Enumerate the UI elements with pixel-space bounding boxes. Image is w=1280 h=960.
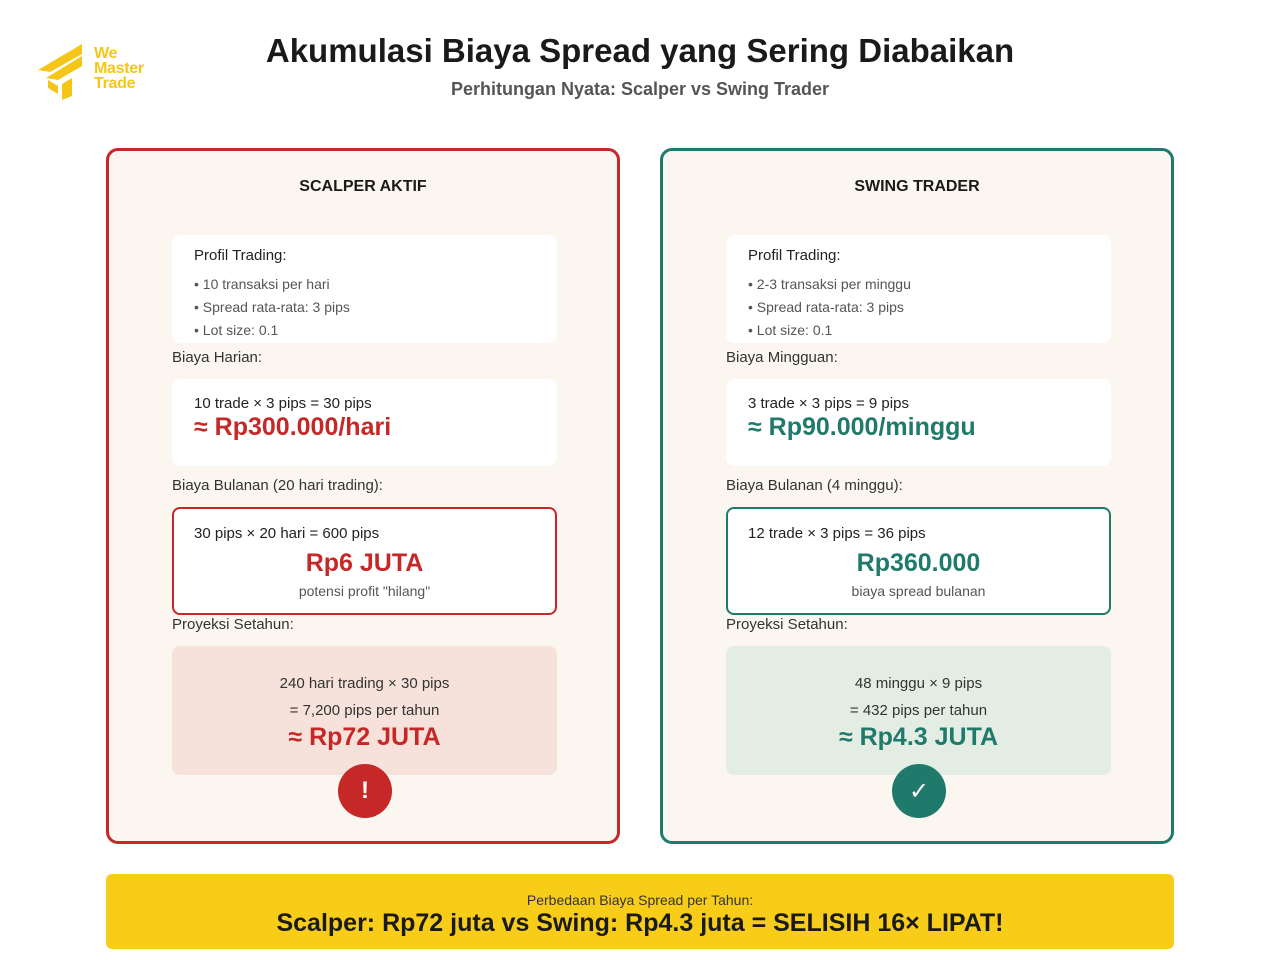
scalper-yearly-label: Proyeksi Setahun: — [172, 616, 294, 633]
scalper-daily-label: Biaya Harian: — [172, 349, 263, 366]
swing-weekly-card — [726, 379, 1111, 466]
checkmark-icon: ✓ — [892, 764, 946, 818]
page-title: Akumulasi Biaya Spread yang Sering Diabaikan — [265, 32, 1015, 69]
swing-yearly-card — [726, 646, 1111, 775]
swing-title: SWING TRADER — [854, 178, 980, 195]
swing-yearly-cost: ≈ Rp4.3 JUTA — [838, 723, 999, 751]
swing-monthly-note: biaya spread bulanan — [851, 583, 986, 599]
swing-yearly-total-pips: = 432 pips per tahun — [849, 702, 988, 719]
swing-yearly-label: Proyeksi Setahun: — [726, 616, 848, 633]
scalper-profile-item: • Spread rata-rata: 3 pips — [194, 299, 350, 315]
swing-monthly-calc: 12 trade × 3 pips = 36 pips — [748, 525, 926, 542]
scalper-monthly-cost: Rp6 JUTA — [305, 549, 424, 577]
summary-banner-caption: Perbedaan Biaya Spread per Tahun: — [526, 892, 754, 908]
scalper-monthly-card — [172, 507, 557, 615]
scalper-yearly-total-pips: = 7,200 pips per tahun — [289, 702, 440, 719]
scalper-profile-item: • 10 transaksi per hari — [194, 276, 330, 292]
scalper-daily-card — [172, 379, 557, 466]
scalper-profile-card — [172, 235, 557, 343]
swing-profile-item: • Spread rata-rata: 3 pips — [748, 299, 904, 315]
scalper-yearly-calc: 240 hari trading × 30 pips — [279, 675, 450, 692]
scalper-daily-cost: ≈ Rp300.000/hari — [194, 413, 392, 441]
swing-weekly-label: Biaya Mingguan: — [726, 349, 838, 366]
swing-monthly-label: Biaya Bulanan (4 minggu): — [726, 477, 903, 494]
swing-monthly-card — [726, 507, 1111, 615]
warning-icon: ! — [338, 764, 392, 818]
scalper-yearly-cost: ≈ Rp72 JUTA — [288, 723, 441, 751]
swing-profile-heading: Profil Trading: — [748, 247, 841, 264]
scalper-profile-heading: Profil Trading: — [194, 247, 287, 264]
swing-profile-item: • Lot size: 0.1 — [748, 322, 833, 338]
logo-line-1: We — [94, 45, 118, 62]
page-subtitle: Perhitungan Nyata: Scalper vs Swing Trader — [450, 79, 830, 99]
swing-profile-card — [726, 235, 1111, 343]
swing-yearly-calc: 48 minggu × 9 pips — [854, 675, 983, 692]
scalper-panel — [106, 148, 620, 844]
swing-monthly-cost: Rp360.000 — [856, 549, 981, 577]
scalper-yearly-card — [172, 646, 557, 775]
scalper-monthly-label: Biaya Bulanan (20 hari trading): — [172, 477, 383, 494]
scalper-title: SCALPER AKTIF — [299, 178, 427, 195]
swing-panel — [660, 148, 1174, 844]
summary-banner-headline: Scalper: Rp72 juta vs Swing: Rp4.3 juta = SELISIH 16× LIPAT! — [276, 909, 1004, 937]
swing-weekly-calc: 3 trade × 3 pips = 9 pips — [748, 395, 909, 412]
logo-line-3: Trade — [94, 75, 136, 92]
scalper-profile-item: • Lot size: 0.1 — [194, 322, 279, 338]
scalper-monthly-note: potensi profit "hilang" — [298, 583, 431, 599]
swing-weekly-cost: ≈ Rp90.000/minggu — [748, 413, 976, 441]
scalper-monthly-calc: 30 pips × 20 hari = 600 pips — [194, 525, 380, 542]
summary-banner — [106, 874, 1174, 949]
swing-profile-item: • 2-3 transaksi per minggu — [748, 276, 911, 292]
logo-line-2: Master — [94, 60, 144, 77]
scalper-daily-calc: 10 trade × 3 pips = 30 pips — [194, 395, 372, 412]
